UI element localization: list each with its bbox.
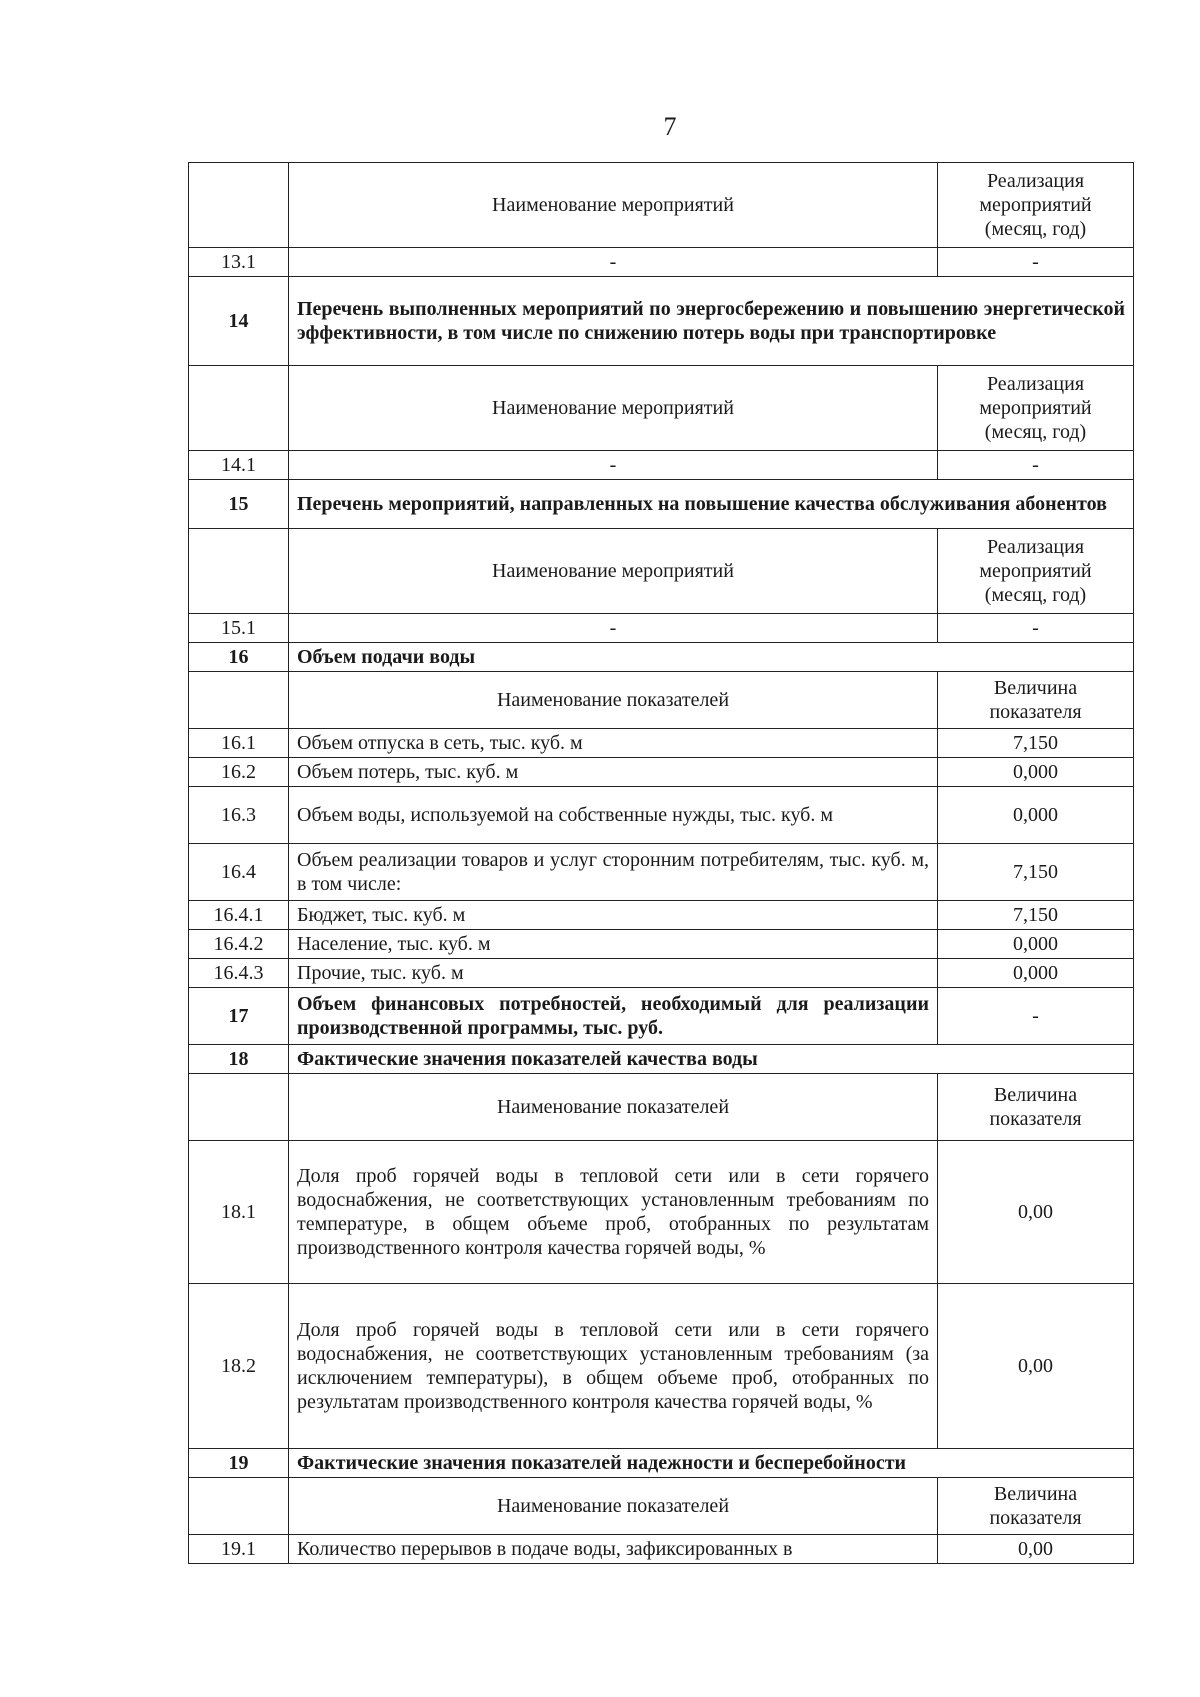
section-row bbox=[189, 1449, 1134, 1478]
row-number: 19.1 bbox=[189, 1535, 289, 1564]
row-number: 16.3 bbox=[189, 787, 289, 844]
row-name: Прочие, тыс. куб. м bbox=[289, 959, 938, 988]
section-title: Перечень выполненных мероприятий по энергосбережению и повышению энергетической эффективности, в том числе по снижению потерь воды при транспортировке bbox=[289, 277, 1134, 366]
section-number: 19 bbox=[189, 1449, 289, 1478]
header-name-cell: Наименование показателей bbox=[289, 1074, 938, 1141]
row-number: 15.1 bbox=[189, 614, 289, 643]
row-name: - bbox=[289, 451, 938, 480]
header-value-cell: Величина показателя bbox=[938, 1074, 1134, 1141]
section-title: Фактические значения показателей качества воды bbox=[289, 1045, 1134, 1074]
table-row bbox=[189, 1535, 1134, 1564]
row-value: - bbox=[938, 988, 1134, 1045]
section-row bbox=[189, 480, 1134, 529]
row-number: 14.1 bbox=[189, 451, 289, 480]
table-row bbox=[189, 1284, 1134, 1449]
row-name: Доля проб горячей воды в тепловой сети или в сети горячего водоснабжения, не соответствующих установленным требованиям (за исключением температуры), в общем объеме проб, отобранных по результатам производственного контроля качества горячей воды, % bbox=[289, 1284, 938, 1449]
row-value: 7,150 bbox=[938, 844, 1134, 901]
section-title: Фактические значения показателей надежности и бесперебойности bbox=[289, 1449, 1134, 1478]
table-row bbox=[189, 959, 1134, 988]
section-title: Перечень мероприятий, направленных на повышение качества обслуживания абонентов bbox=[289, 480, 1134, 529]
row-name: - bbox=[289, 248, 938, 277]
section-row bbox=[189, 988, 1134, 1045]
table-header-row bbox=[189, 529, 1134, 614]
row-value: 0,000 bbox=[938, 930, 1134, 959]
row-name: Доля проб горячей воды в тепловой сети или в сети горячего водоснабжения, не соответствующих установленным требованиям по температуре, в общем объеме проб, отобранных по результатам производственного контроля качества горячей воды, % bbox=[289, 1141, 938, 1284]
header-name-cell: Наименование мероприятий bbox=[289, 529, 938, 614]
row-number: 16.4.2 bbox=[189, 930, 289, 959]
table-header-row bbox=[189, 672, 1134, 729]
section-row bbox=[189, 643, 1134, 672]
section-title: Объем подачи воды bbox=[289, 643, 1134, 672]
header-value-cell: Величина показателя bbox=[938, 1478, 1134, 1535]
row-value: 0,000 bbox=[938, 758, 1134, 787]
table-header-row bbox=[189, 163, 1134, 248]
header-name-cell: Наименование показателей bbox=[289, 1478, 938, 1535]
section-number: 17 bbox=[189, 988, 289, 1045]
header-name-cell: Наименование мероприятий bbox=[289, 366, 938, 451]
table-header-row bbox=[189, 366, 1134, 451]
row-name: Объем потерь, тыс. куб. м bbox=[289, 758, 938, 787]
row-number: 18.2 bbox=[189, 1284, 289, 1449]
row-value: - bbox=[938, 248, 1134, 277]
row-value: 0,00 bbox=[938, 1141, 1134, 1284]
table-row bbox=[189, 729, 1134, 758]
header-value-cell: Величина показателя bbox=[938, 672, 1134, 729]
header-value-cell: Реализация мероприятий (месяц, год) bbox=[938, 366, 1134, 451]
row-number: 16.1 bbox=[189, 729, 289, 758]
row-value: 0,00 bbox=[938, 1535, 1134, 1564]
row-value: 7,150 bbox=[938, 729, 1134, 758]
header-name-cell: Наименование мероприятий bbox=[289, 163, 938, 248]
section-title: Объем финансовых потребностей, необходимый для реализации производственной программы, тыс. руб. bbox=[289, 988, 938, 1045]
row-value: - bbox=[938, 614, 1134, 643]
row-name: Объем реализации товаров и услуг сторонним потребителям, тыс. куб. м, в том числе: bbox=[289, 844, 938, 901]
table-row bbox=[189, 1141, 1134, 1284]
table-row bbox=[189, 787, 1134, 844]
row-number: 16.4.1 bbox=[189, 901, 289, 930]
row-name: Бюджет, тыс. куб. м bbox=[289, 901, 938, 930]
header-name-cell: Наименование показателей bbox=[289, 672, 938, 729]
row-value: - bbox=[938, 451, 1134, 480]
table-row bbox=[189, 451, 1134, 480]
row-value: 7,150 bbox=[938, 901, 1134, 930]
section-number: 15 bbox=[189, 480, 289, 529]
page-number: 7 bbox=[663, 112, 677, 141]
row-number: 16.4 bbox=[189, 844, 289, 901]
row-name: Объем воды, используемой на собственные нужды, тыс. куб. м bbox=[289, 787, 938, 844]
row-value: 0,000 bbox=[938, 787, 1134, 844]
table-row bbox=[189, 901, 1134, 930]
row-number: 16.4.3 bbox=[189, 959, 289, 988]
row-name: Население, тыс. куб. м bbox=[289, 930, 938, 959]
section-number: 16 bbox=[189, 643, 289, 672]
section-number: 18 bbox=[189, 1045, 289, 1074]
section-row bbox=[189, 277, 1134, 366]
row-value: 0,000 bbox=[938, 959, 1134, 988]
section-row bbox=[189, 1045, 1134, 1074]
row-name: Количество перерывов в подаче воды, зафиксированных в bbox=[289, 1535, 938, 1564]
row-number: 13.1 bbox=[189, 248, 289, 277]
program-table bbox=[188, 162, 1134, 1564]
table-header-row bbox=[189, 1478, 1134, 1535]
row-value: 0,00 bbox=[938, 1284, 1134, 1449]
header-value-cell: Реализация мероприятий (месяц, год) bbox=[938, 529, 1134, 614]
table-header-row bbox=[189, 1074, 1134, 1141]
table-row bbox=[189, 844, 1134, 901]
row-number: 16.2 bbox=[189, 758, 289, 787]
row-name: - bbox=[289, 614, 938, 643]
table-row bbox=[189, 930, 1134, 959]
header-value-cell: Реализация мероприятий (месяц, год) bbox=[938, 163, 1134, 248]
row-number: 18.1 bbox=[189, 1141, 289, 1284]
table-row bbox=[189, 758, 1134, 787]
section-number: 14 bbox=[189, 277, 289, 366]
table-row bbox=[189, 248, 1134, 277]
table-row bbox=[189, 614, 1134, 643]
row-name: Объем отпуска в сеть, тыс. куб. м bbox=[289, 729, 938, 758]
